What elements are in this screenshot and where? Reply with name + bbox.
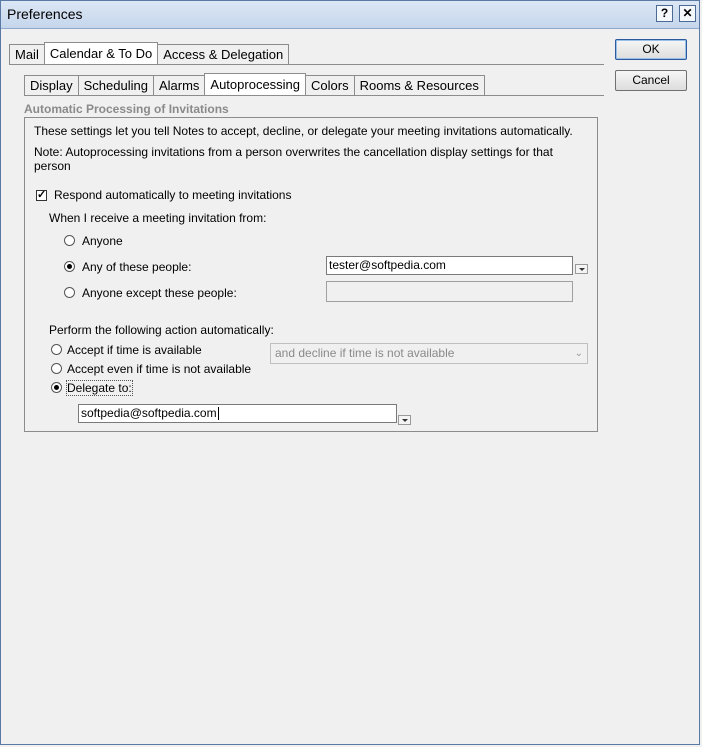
close-button[interactable]: ✕ (679, 5, 696, 22)
main-tab-row (9, 44, 288, 65)
checkmark-icon: ✓ (37, 189, 47, 201)
radio-any-of-these-label: Any of these people: (82, 260, 192, 274)
tab-scheduling[interactable]: Scheduling (78, 75, 154, 96)
radio-accept-even-label: Accept even if time is not available (67, 362, 252, 376)
window-title: Preferences (7, 6, 83, 22)
radio-anyone-label: Anyone (82, 234, 123, 248)
except-people-input[interactable] (326, 281, 573, 302)
main-tab-divider (9, 64, 604, 65)
section-title: Automatic Processing of Invitations (24, 102, 229, 116)
delegate-dropdown-button[interactable] (398, 415, 411, 425)
sub-tab-divider (24, 95, 604, 96)
title-bar (1, 1, 699, 29)
dropdown-arrow-icon (402, 419, 408, 422)
radio-accept-if-available[interactable] (51, 344, 62, 355)
chevron-down-icon: ⌄ (574, 348, 583, 359)
note-text-line1: Note: Autoprocessing invitations from a person overwrites the cancellation display settings for that (34, 145, 553, 159)
decline-select-value: and decline if time is not available (275, 346, 455, 360)
radio-dot-icon (67, 264, 72, 269)
action-label: Perform the following action automatically: (49, 323, 274, 337)
cancel-button[interactable]: Cancel (615, 70, 687, 91)
tab-colors[interactable]: Colors (305, 75, 355, 96)
tab-display[interactable]: Display (24, 75, 79, 96)
ok-button[interactable]: OK (615, 39, 687, 60)
people-dropdown-button[interactable] (575, 264, 588, 274)
people-input[interactable]: tester@softpedia.com (326, 256, 573, 275)
tab-access-delegation[interactable]: Access & Delegation (157, 44, 289, 65)
radio-delegate-to-label: Delegate to: (67, 381, 132, 395)
from-label: When I receive a meeting invitation from: (49, 211, 267, 225)
radio-dot-icon (54, 385, 59, 390)
tab-mail[interactable]: Mail (9, 44, 45, 65)
tab-alarms[interactable]: Alarms (153, 75, 205, 96)
radio-accept-even-if-not-available[interactable] (51, 363, 62, 374)
tab-rooms-resources[interactable]: Rooms & Resources (354, 75, 485, 96)
radio-anyone-except-label: Anyone except these people: (82, 286, 237, 300)
dropdown-arrow-icon (579, 268, 585, 271)
respond-checkbox[interactable] (36, 190, 47, 201)
delegate-input-value: softpedia@softpedia.com (81, 406, 217, 420)
tab-calendar-todo[interactable]: Calendar & To Do (44, 42, 158, 65)
autoprocessing-panel (24, 117, 598, 432)
radio-anyone-except[interactable] (64, 287, 75, 298)
radio-anyone[interactable] (64, 235, 75, 246)
decline-select[interactable] (270, 343, 588, 364)
delegate-input[interactable] (78, 404, 397, 423)
intro-text: These settings let you tell Notes to accept, decline, or delegate your meeting invitations automatically. (34, 124, 573, 138)
respond-label: Respond automatically to meeting invitations (54, 188, 292, 202)
note-text-line2: person (34, 159, 71, 173)
help-button[interactable]: ? (656, 5, 673, 22)
sub-tab-row (24, 75, 484, 96)
radio-accept-if-available-label: Accept if time is available (67, 343, 202, 357)
radio-any-of-these-people[interactable] (64, 261, 75, 272)
radio-delegate-to[interactable] (51, 382, 62, 393)
text-cursor (218, 407, 219, 420)
tab-autoprocessing[interactable]: Autoprocessing (204, 73, 306, 96)
